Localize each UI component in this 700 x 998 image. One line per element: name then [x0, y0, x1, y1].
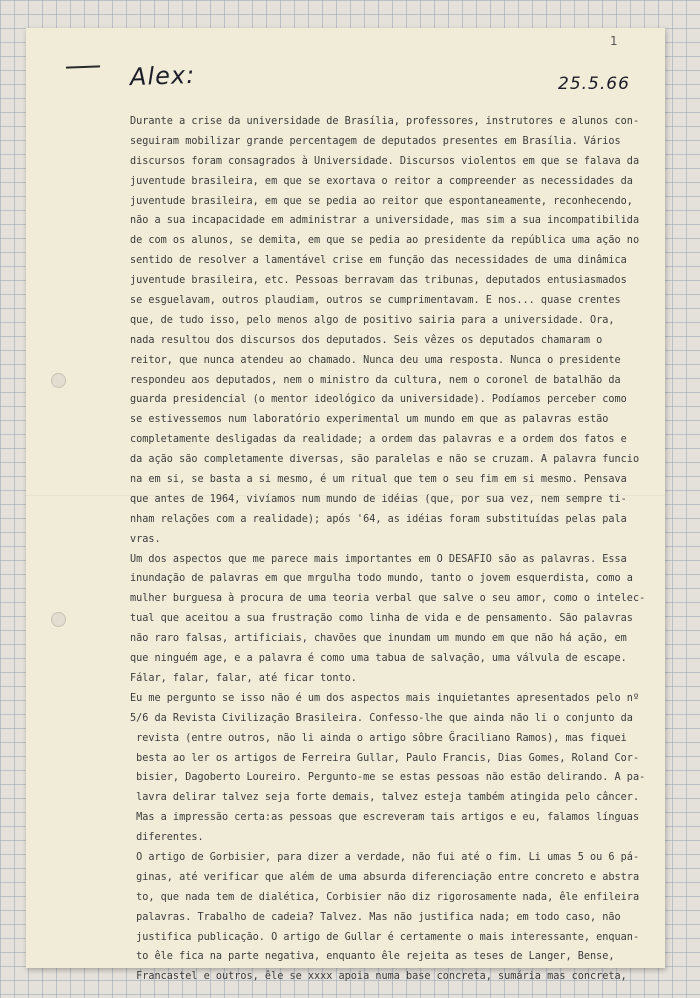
typed-line: de com os alunos, se demita, em que se pedia ao presidente da república uma ação no: [130, 235, 640, 247]
typed-line: palavras. Trabalho de cadeia? Talvez. Mas não justifica nada; em todo caso, não: [130, 911, 621, 923]
punch-hole-upper: [51, 373, 66, 388]
typed-line: completamente desligadas da realidade; a ordem das palavras e a ordem dos fatos e: [130, 434, 627, 446]
typed-line: Durante a crise da universidade de Brasília, professores, instrutores e alunos con-: [130, 116, 640, 127]
typed-line: não a sua incapacidade em administrar a universidade, mas sim a sua incompatibilida: [130, 215, 640, 227]
typed-line: to êle fica na parte negativa, enquanto êle rejeita as teses de Langer, Bense,: [130, 951, 615, 963]
typed-line: que antes de 1964, vivíamos num mundo de idéias (que, por sua vez, nem sempre ti-: [130, 493, 627, 505]
typed-line: sentido de resolver a lamentável crise em função das necessidades de uma dinâmica: [130, 255, 627, 267]
typed-line: que, de tudo isso, pelo menos algo de positivo sairia para a universidade. Ora,: [130, 314, 615, 326]
typed-line: se estivessemos num laboratório experimental um mundo em que as palavras estão: [130, 414, 609, 426]
typed-line: nham relações com a realidade); após '64, as idéias foram substituídas pelas pala: [130, 513, 627, 525]
handwritten-date: 25.5.66: [558, 74, 630, 94]
typed-line: respondeu aos deputados, nem o ministro da cultura, nem o coronel de batalhão da: [130, 374, 621, 386]
typed-line: lavra delirar talvez seja forte demais, talvez esteja também atingida pelo câncer.: [130, 792, 640, 804]
page-number: 1: [610, 34, 618, 48]
typed-line: inundação de palavras em que mrgulha todo mundo, tanto o jovem esquerdista, como a: [130, 573, 633, 585]
typed-line: juventude brasileira, em que se exortava o reitor a compreender as necessidades da: [130, 175, 633, 187]
typed-line: besta ao ler os artigos de Ferreira Gullar, Paulo Francis, Dias Gomes, Roland Cor-: [130, 752, 640, 764]
typed-letter-body: [130, 112, 650, 987]
typed-line: que ninguém age, e a palavra é como uma tabua de salvação, uma válvula de escape.: [130, 653, 627, 665]
typed-line: Fálar, falar, falar, até ficar tonto.: [130, 672, 357, 684]
typed-line: Francastel e outros, êle se xxxx apoia numa base concreta, sumária mas concreta,: [130, 971, 627, 983]
typed-line: revista (entre outros, não li ainda o artigo sôbre G̈raciliano Ramos), mas fiquei: [130, 732, 627, 744]
typed-line: seguiram mobilizar grande percentagem de deputados presentes em Brasília. Vários: [130, 135, 621, 147]
typed-line: se esguelavam, outros plaudiam, outros se cumprimentavam. E nos... quase crentes: [130, 295, 621, 307]
typed-line: Mas a impressão certa:as pessoas que escreveram tais artigos e eu, falamos línguas: [130, 812, 640, 824]
typed-line: guarda presidencial (o mentor ideológico da universidade). Podíamos perceber como: [130, 394, 627, 406]
typed-line: juventude brasileira, em que se pedia ao reitor que espontaneamente, reconhecendo,: [130, 195, 633, 207]
typed-line: mulher burguesa à procura de uma teoria verbal que salve o seu amor, como o intelec-: [130, 593, 646, 605]
typed-line: reitor, que nunca atendeu ao chamado. Nunca deu uma resposta. Nunca o presidente: [130, 354, 621, 366]
typed-line: não raro falsas, artificiais, chavões que inundam um mundo em que não há ação, em: [130, 633, 627, 645]
typed-line: na em si, se basta a si mesmo, é um ritual que tem o seu fim em si mesmo. Pensava: [130, 474, 627, 486]
typed-line: to, que nada tem de dialética, Corbisier não diz rigorosamente nada, êle enfileira: [130, 891, 640, 903]
typed-line: Eu me pergunto se isso não é um dos aspectos mais inquietantes apresentados pelo nº: [130, 692, 640, 704]
typed-line: Um dos aspectos que me parece mais importantes em O DESAFIO são as palavras. Essa: [130, 553, 627, 565]
typed-line: O artigo de Gorbisier, para dizer a verdade, não fui até o fim. Li umas 5 ou 6 pá-: [130, 851, 640, 863]
typed-line: ginas, até verificar que além de uma absurda diferenciação entre concreto e abstra: [130, 871, 640, 883]
typed-line: bisier, Dagoberto Loureiro. Pergunto-me se estas pessoas não estão delirando. A pa-: [130, 772, 646, 784]
typed-line: juventude brasileira, etc. Pessoas berravam das tribunas, deputados entusiasmados: [130, 275, 627, 287]
typed-line: 5/6 da Revista Civilização Brasileira. Confesso-lhe que ainda não li o conjunto da: [130, 712, 633, 724]
typed-line: tual que aceitou a sua frustração como linha de vida e de pensamento. São palavras: [130, 613, 633, 625]
typed-line: da ação são completamente diversas, são paralelas e não se cruzam. A palavra funcio: [130, 454, 640, 466]
typed-line: diferentes.: [130, 832, 204, 844]
typed-line: discursos foram consagrados à Universidade. Discursos violentos em que se falava da: [130, 155, 640, 167]
punch-hole-lower: [51, 612, 66, 627]
handwritten-recipient: Alex:: [129, 60, 196, 92]
typed-line: nada resultou dos discursos dos deputados. Seis vêzes os deputados chamaram o: [130, 334, 603, 346]
typed-line: justifica publicação. O artigo de Gullar é certamente o mais interessante, enquan-: [130, 931, 640, 943]
typed-line: vras.: [130, 533, 161, 545]
